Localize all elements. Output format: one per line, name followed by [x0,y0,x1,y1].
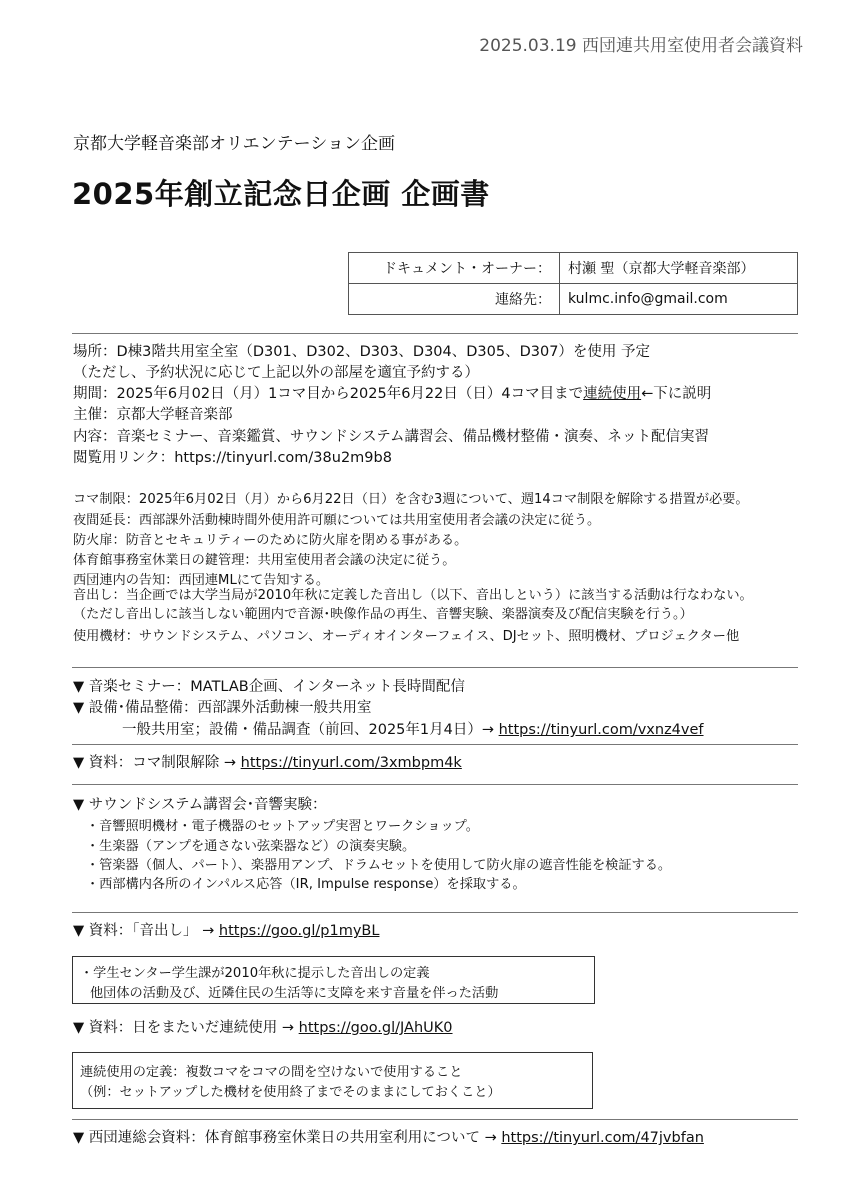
contact-row [349,284,798,315]
sound-item: ・管楽器（個人、パート）、楽器用アンプ、ドラムセットを使用して防火扉の遮音性能を検証する。 [86,858,672,873]
view-link[interactable]: 閲覧用リンク：https://tinyurl.com/38u2m9b8 [73,450,392,466]
rule-sound-note: （ただし音出しに該当しない範囲内で音源･映像作品の再生、音響実験、楽器演奏及び配信実験を行う。） [73,607,693,622]
sound-item: ・西部構内各所のインパルス応答（IR, Impulse response）を採取する。 [86,877,526,892]
divider [72,912,798,913]
organization-line: 京都大学軽音楽部オリエンテーション企画 [73,134,395,154]
divider [72,784,798,785]
renzoku-definition-box [72,1052,593,1109]
sound-item: ・音響照明機材・電子機器のセットアップ実習とワークショップ。 [86,819,479,834]
place-line: 場所：D棟3階共用室全室（D301、D302、D303、D304、D305、D307）を使用 予定 [73,344,651,360]
owner-label: ドキュメント・オーナー： [349,253,560,284]
document-title: 2025年創立記念日企画 企画書 [72,177,490,211]
period-suffix: ←下に説明 [641,386,712,402]
owner-row [349,253,798,284]
place-note: （ただし、予約状況に応じて上記以外の部屋を適宜予約する） [73,365,479,381]
equipment-link[interactable]: https://tinyurl.com/vxnz4vef [498,722,704,738]
gym-link[interactable]: https://tinyurl.com/47jvbfan [501,1130,704,1146]
rule-sound: 音出し：当企画では大学当局が2010年秋に定義した音出し（以下、音出しという）に該当する活動は行なわない。 [73,588,753,603]
otodashi-definition-box [72,956,595,1004]
contact-value: kulmc.info@gmail.com [560,284,798,315]
koma-resource [73,751,462,772]
rule-equipment: 使用機材：サウンドシステム、パソコン、オーディオインターフェイス、DJセット、照明機材、プロジェクター他 [73,629,740,644]
equipment-survey-text: 一般共用室；設備・備品調査（前回、2025年1月4日）→ [122,722,499,738]
divider [72,1119,798,1120]
divider [72,333,798,334]
sound-title: ▼ サウンドシステム講習会･音響実験： [73,797,327,813]
gym-resource [73,1126,704,1147]
rule-night: 夜間延長：西部課外活動棟時間外使用許可願については共用室使用者会議の決定に従う。 [73,513,601,528]
koma-resource-text: ▼ 資料：コマ制限解除 → [73,755,241,771]
seminar-line: ▼ 音楽セミナー：MATLAB企画、インターネット長時間配信 [73,679,465,695]
otodashi-resource-text: ▼ 資料：「音出し」 → [73,923,219,939]
renzoku-example: （例：セットアップした機材を使用終了までそのままにしておくこと） [80,1085,501,1100]
divider [72,744,798,745]
period-line [73,382,711,403]
equipment-survey [122,718,704,739]
document-header: 2025.03.19 西団連共用室使用者会議資料 [479,36,803,56]
renzoku-link[interactable]: https://goo.gl/JAhUK0 [298,1020,453,1036]
rule-firedoor: 防火扉：防音とセキュリティーのために防火扉を閉める事がある。 [73,533,468,548]
otodashi-definition-text: 他団体の活動及び、近隣住民の生活等に支障を来す音量を伴った活動 [90,986,499,1001]
renzoku-definition: 連続使用の定義：複数コマをコマの間を空けないで使用すること [80,1065,463,1080]
rule-notice: 西団連内の告知：西団連MLにて告知する。 [73,573,330,588]
host-line: 主催：京都大学軽音楽部 [73,407,233,423]
contact-label: 連絡先： [349,284,560,315]
rule-koma: コマ制限：2025年6月02日（月）から6月22日（日）を含む3週について、週14コマ制限を解除する措置が必要。 [73,492,749,507]
content-line: 内容：音楽セミナー、音楽鑑賞、サウンドシステム講習会、備品機材整備・演奏、ネット配信実習 [73,429,709,445]
koma-link[interactable]: https://tinyurl.com/3xmbpm4k [240,755,462,771]
owner-value: 村瀬 聖（京都大学軽音楽部） [560,253,798,284]
gym-resource-text: ▼ 西団連総会資料：体育館事務室休業日の共用室利用について → [73,1130,502,1146]
period-prefix: 期間：2025年6月02日（月）1コマ目から2025年6月22日（日）4コマ目まで [73,386,584,402]
rule-key: 体育館事務室休業日の鍵管理：共用室使用者会議の決定に従う。 [73,553,456,568]
sound-item: ・生楽器（アンプを通さない弦楽器など）の演奏実験。 [86,839,416,854]
divider [72,667,798,668]
renzoku-resource-text: ▼ 資料：日をまたいだ連続使用 → [73,1020,299,1036]
otodashi-link[interactable]: https://goo.gl/p1myBL [218,923,380,939]
otodashi-definition-title: ・学生センター学生課が2010年秋に提示した音出しの定義 [80,966,430,981]
owner-table [348,252,798,315]
renzoku-resource [73,1016,453,1037]
equipment-title: ▼ 設備･備品整備：西部課外活動棟一般共用室 [73,700,372,716]
period-link[interactable]: 連続使用 [583,386,642,402]
otodashi-resource [73,919,379,940]
